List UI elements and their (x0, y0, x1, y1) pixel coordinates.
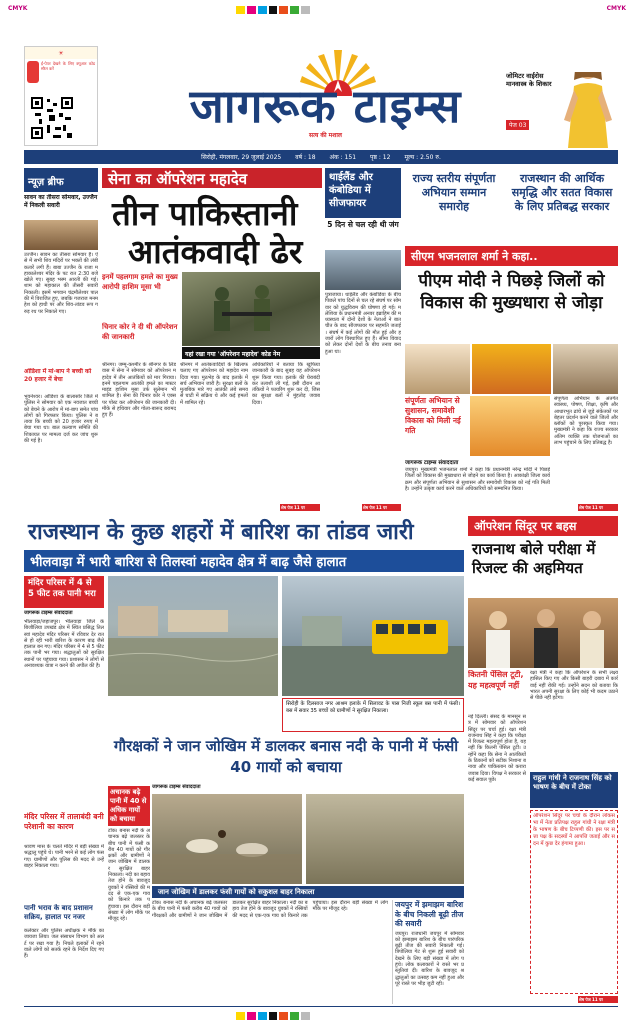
cm-photo-3 (553, 344, 618, 394)
promo-person-icon (560, 72, 616, 148)
sena-sub1: इनमें पहलगाम हमले का मुख्य आरोपी हाशिम मूसा भी (102, 273, 178, 291)
issue-pages: पृष्ठ : 12 (370, 154, 391, 161)
sena-headline2: आतंकवादी ढेर (128, 232, 303, 268)
cmyk-mark-left: CMYK (8, 5, 28, 12)
cm-body2: संपूर्णता अभियान के अंतर्गत स्वास्थ्य, पोषण, शिक्षा, कृषि और आधारभूत ढांचे से जुड़े संकेतकों पर बेहतर प्रदर्शन करने वाले जिलों और ब्लॉकों को पुरस्कृत किया गया। मुख्यमंत्री ने कहा कि राज्य सरकार अंतिम व्यक्ति तक योजनाओं का लाभ पहुंचाने के लिए प्रतिबद्ध है। (554, 396, 618, 447)
cm-body: जयपुर। मुख्यमंत्री भजनलाल शर्मा ने कहा कि प्रधानमंत्री नरेन्द्र मोदी ने पिछड़े जिलों को विकास की मुख्यधारा से जोड़ने का कार्य किया है। आकांक्षी जिला कार्यक्रम और संपूर्णता अभियान से सुशासन और समावेशी विकास को नई गति मिली है। उन्होंने उत्कृष्ट कार्य करने वाले अधिकारियों को सम्मानित किया। (405, 467, 550, 492)
mini-logo: ☀ (25, 47, 97, 59)
registration-bar-top (236, 6, 310, 14)
rain-sub3: पानी भराव के बाद प्रशासन सक्रिय, हालात पर नजर (24, 904, 93, 921)
sena-body2: श्रीनगर में आतंकवादियों के खिलाफ चलाए गए ऑपरेशन को महादेव नाम दिया गया। मुठभेड़ के बाद इलाके में सर्च अभियान जारी है। सुरक्षा बलों के मुताबिक मारे गए आतंकी लंबे समय से घाटी में सक्रिय थे और कई हमलों में शामिल रहे। (180, 362, 248, 406)
rain-photo-caption: सिरोही के दिलसाज नगर आश्रम इलाके में सिलावट के पास निजी स्कूल बस पानी में फंसी। बस में सवार 35 बच्चों को ग्रामीणों ने सुरक्षित निकाला। (282, 698, 464, 732)
thai-cont[interactable]: शेष पेज 11 पर (362, 504, 401, 511)
rain-sub: भीलवाड़ा में भारी बारिश से तिलस्वां महादेव क्षेत्र में बाढ़ जैसे हालात (24, 550, 464, 572)
sindoor-body2: रक्षा मंत्री ने कहा कि ऑपरेशन के सभी लक्ष्य हासिल किए गए और किसी बाहरी दबाव में कार्रवाई नहीं रोकी गई। उन्होंने सदन को बताया कि भारत अपनी सुरक्षा के लिए कोई भी कदम उठाने से पीछे नहीं हटेगा। (530, 670, 618, 702)
sena-photo (182, 272, 320, 346)
issue-varsh: वर्ष : 18 (295, 154, 316, 161)
cm-photo-1 (405, 344, 470, 394)
rain-body3: कलेक्टर और पुलिस अधीक्षक ने मौके का जायजा लिया। जल संसाधन विभाग को अलर्ट पर रखा गया है। निचले इलाकों में रहने वाले लोगों को सतर्क रहने के निर्देश दिए गए हैं। (24, 928, 104, 960)
jaipur-body: जयपुर। राजधानी जयपुर में सोमवार को झमाझम बारिश के बीच पारंपरिक बूढ़ी तीज की सवारी निकाली गई। त्रिपोलिया गेट से शुरू हुई सवारी को देखने के लिए बड़ी संख्या में लोग पहुंचे। लोक कलाकारों ने रास्ते भर प्रस्तुतियां दीं। बारिश के बावजूद श्रद्धालुओं का उत्साह कम नहीं हुआ और पूरे रास्ते पर भीड़ जुटी रही। (395, 930, 464, 987)
sindoor-banner: ऑपरेशन सिंदूर पर बहस (468, 516, 618, 536)
sena-kicker: सेना का ऑपरेशन महादेव (102, 168, 322, 188)
gau-photo-second (306, 794, 464, 884)
jaipur-box (392, 900, 464, 1004)
sena-headline1: तीन पाकिस्तानी (112, 194, 298, 226)
promo-title: जोमिटर वाईरोस मानवास्त्र के शिकार (506, 72, 552, 88)
sena-sub2: चिनार कोर ने दी थी ऑपरेशन की जानकारी (102, 323, 178, 341)
school-bus-photo-icon (282, 576, 464, 696)
brief-item2-body: भुवनेश्वर। ओडिशा के बालासोर जिले में पुलिस ने सोमवार को एक नवजात बच्ची को बेचने के आरोप में मां-बाप समेत पांच लोगों को गिरफ्तार किया। पुलिस ने बताया कि बच्ची को 20 हजार रुपए में बेचा गया था। बाल कल्याण समिति की शिकायत पर मामला दर्ज कर जांच शुरू की गई है। (24, 394, 98, 445)
youtube-icon (27, 61, 39, 83)
issue-ank: अंक : 151 (329, 154, 357, 161)
thai-body: पुत्राजाया। थाईलैंड और कंबोडिया के बीच पिछले पांच दिनों से चल रहे संघर्ष पर सोमवार को युद्धविराम की घोषणा हो गई। मलेशिया के प्रधानमंत्री अनवर इब्राहिम की मध्यस्थता में दोनों देशों के नेताओं ने बातचीत के बाद सीजफायर पर सहमति जताई। संघर्ष में कई लोगों की मौत हुई और हजारों लोग विस्थापित हुए हैं। सीमा विवाद को लेकर दोनों देशों के बीच तनाव बना हुआ था। (325, 292, 401, 355)
cm-photo-stage (470, 396, 550, 456)
sena-cont[interactable]: शेष पेज 11 पर (280, 504, 320, 511)
gau-side-body: टोंक। बनास नदी के अचानक बढ़े जलस्तर के बीच पानी में फंसी करीब 40 गायों को गौरक्षकों और ग्रामीणों ने जान जोखिम में डालकर सुरक्षित बाहर निकाला। नदी का बहाव तेज होने के बावजूद युवकों ने रस्सियों की मदद से एक-एक गाय को किनारे तक पहुंचाया। इस दौरान बड़ी संख्या में लोग मौके पर मौजूद रहे। (108, 828, 150, 923)
masthead-title: जागरूक टाइम्स (189, 80, 462, 130)
cm-byline: जागरूक टाइम्स संवाददाता (405, 460, 459, 466)
registration-bar-bottom (236, 1012, 310, 1020)
sindoor-side-box (530, 810, 618, 994)
cm-cont[interactable]: शेष पेज 11 पर (578, 504, 618, 511)
rain-body2: श्रावण मास के चलते मंदिर में बड़ी संख्या में श्रद्धालु पहुंचे थे। पानी भरने से कई लोग फंस गए। ग्रामीणों और पुलिस की मदद से उन्हें बाहर निकाला गया। (24, 844, 104, 869)
cm-head2: राजस्थान की आर्थिक समृद्धि और सतत विकास के लिए प्रतिबद्ध सरकार (511, 172, 613, 213)
cm-banner: सीएम भजनलाल शर्मा ने कहा.. (405, 246, 618, 266)
bottom-rule (24, 1006, 618, 1007)
cm-photos (405, 344, 618, 394)
cm-sub: संपूर्णता अभियान से सुशासन, समावेशी विकास को मिली नई गति (405, 396, 461, 435)
rain-box-head: मंदिर परिसर में 4 से 5 फीट तक पानी भरा (24, 576, 104, 608)
sena-body3: अधिकारियों ने बताया कि खुफिया जानकारी के बाद सुबह यह ऑपरेशन शुरू किया गया। इलाके की घेराबंदी कर तलाशी ली गई, इसी दौरान आतंकियों ने फायरिंग शुरू कर दी, जिसका सुरक्षा बलों ने मुंहतोड़ जवाब दिया। (252, 362, 320, 406)
cm-headline: पीएम मोदी ने पिछड़े जिलों को विकास की मुख्यधारा से जोड़ा (418, 271, 605, 313)
sindoor-cont[interactable]: शेष पेज 11 पर (578, 996, 618, 1003)
gau-photo-main (152, 794, 302, 884)
rain-box-body: भीलवाड़ा/जहाजपुर। भीलवाड़ा जिले के बिजौलिया उपखंड क्षेत्र में स्थित प्रसिद्ध तिलस्वां महादेव मंदिर परिसर में रविवार देर रात से हो रही भारी बारिश के कारण बाढ़ जैसे हालात बन गए। मंदिर परिसर में 4 से 5 फीट तक पानी भर गया। श्रद्धालुओं को सुरक्षित स्थानों पर पहुंचाया गया। प्रशासन ने लोगों से अनावश्यक यात्रा न करने की अपील की है। (24, 619, 104, 670)
masthead-title-wrap (148, 80, 503, 130)
parliament-leaders-photo-icon (468, 598, 618, 668)
sindoor-photo (468, 598, 618, 668)
cm-head1: राज्य स्तरीय संपूर्णता अभियान सम्मान समारोह (412, 172, 496, 213)
promo-box[interactable] (506, 72, 616, 148)
gau-side-head: अचानक बढ़े पानी में 40 से अधिक गायों को बचाया (108, 786, 150, 826)
brief-item2-head: ओडिशा में मां-बाप ने बच्ची को 20 हजार में बेचा (24, 368, 92, 383)
thai-headline: थाईलैंड और कंबोडिया में सीजफायर (325, 168, 401, 218)
thai-sub: 5 दिन से चल रही थी जंग (327, 220, 399, 229)
sena-caption: यहां रखा गया 'ऑपरेशन महादेव' कोड नेम (182, 347, 320, 359)
promo-page: पेज 03 (506, 120, 529, 130)
sindoor-q-head: कितनी पेंसिल टूटी, यह महत्वपूर्ण नहीं (468, 670, 524, 690)
gau-caption: जान जोखिम में डालकर फंसी गायों को सकुशल बाहर निकाला (152, 886, 464, 898)
gau-headline: गौरक्षकों ने जान जोखिम में डालकर बनास नदी के पानी में फंसी 40 गायों को बचाया (113, 737, 459, 776)
rain-photo-flood (108, 576, 278, 696)
cm-photo-2 (472, 344, 550, 394)
qr-promo-box (24, 46, 98, 146)
sindoor-body: नई दिल्ली। संसद के मानसून सत्र में सोमवार को ऑपरेशन सिंदूर पर चर्चा हुई। रक्षा मंत्री राजनाथ सिंह ने कहा कि परीक्षा में रिजल्ट महत्वपूर्ण होता है, यह नहीं कि कितनी पेंसिल टूटीं। उन्होंने कहा कि सेना ने आतंकियों के ठिकानों को सटीक निशाना बनाया और पाकिस्तान को करारा जवाब दिया। विपक्ष ने सरकार से कई सवाल पूछे। (468, 714, 526, 783)
qr-code-icon[interactable] (29, 95, 75, 141)
cmyk-mark-right: CMYK (606, 5, 626, 12)
flood-temple-photo-icon (108, 576, 278, 696)
thai-photo (325, 250, 401, 290)
jaipur-head: जयपुर में झमाझम बारिश के बीच निकली बूढ़ी तीज की सवारी (395, 900, 464, 928)
rain-box-byline: जागरूक टाइम्स संवाददाता (24, 610, 73, 616)
qr-caption: ई-पेपर देखने के लिए क्यूआर कोड स्कैन करें (41, 61, 95, 71)
cows-river-photo-icon (152, 794, 302, 884)
gau-byline: जागरूक टाइम्स संवाददाता (152, 784, 201, 790)
issue-price: मूल्य : 2.50 रु. (404, 154, 441, 161)
date-strip (24, 150, 618, 164)
rain-photo-bus (282, 576, 464, 696)
brief-item1-head: सावन का तीसरा सोमवार, उज्जैन में निकली सवारी (24, 194, 98, 209)
rain-headline: राजस्थान के कुछ शहरों में बारिश का तांडव जारी (28, 520, 414, 545)
gau-body: टोंक। बनास नदी के अचानक बढ़े जलस्तर के बीच पानी में फंसी करीब 40 गायों को गौरक्षकों और ग्रामीणों ने जान जोखिम में डालकर सुरक्षित बाहर निकाला। नदी का बहाव तेज होने के बावजूद युवकों ने रस्सियों की मदद से एक-एक गाय को किनारे तक पहुंचाया। इस दौरान बड़ी संख्या में लोग मौके पर मौजूद रहे। (152, 900, 388, 919)
sena-body1: श्रीनगर। जम्मू-कश्मीर के श्रीनगर के लिडवास में सेना ने सोमवार को ऑपरेशन महादेव में तीन आतंकियों को मार गिराया। इनमें पहलगाम आतंकी हमले का मास्टरमाइंड हाशिम मूसा उर्फ सुलेमान भी शामिल है। सेना की चिनार कोर ने एक्स पर पोस्ट कर ऑपरेशन की जानकारी दी। मौके से हथियार और गोला-बारूद बरामद हुए हैं। (102, 362, 176, 419)
sindoor-headline: राजनाथ बोले परीक्षा में रिजल्ट की अहमियत (472, 540, 596, 577)
jaipur-headline-inline (108, 704, 278, 734)
brief-item1-body: उज्जैन। सावन का तीसरा सोमवार है। ऐसे में सभी शिव मंदिरों पर भक्तों की लंबी कतारें लगी हैं। बाबा उज्जैन के राजा महाकालेश्वर मंदिर के पट रात 2:30 बजे खोले गए। सुबह भस्म आरती की गई। शाम को महाकाल की तीसरी सवारी निकाली। इसमें भगवान चंद्रमौलेश्वर पालकी में विराजित हुए, जबकि गजराज मनमहेश को हाथी पर और शिव-तांडव रूप गरुड़ रथ पर निकाले गए। (24, 252, 98, 315)
sindoor-side-head: राहुल गांधी ने राजनाथ सिंह को भाषण के बीच में टोका (530, 772, 618, 808)
soldiers-photo-icon (182, 272, 320, 346)
masthead-tagline: सत्य की मशाल (309, 132, 342, 139)
sindoor-side-body: ऑपरेशन सिंदूर पर चर्चा के दौरान लोकसभा में नेता प्रतिपक्ष राहुल गांधी ने रक्षा मंत्री के भाषण के बीच टिप्पणी की। इस पर सत्ता पक्ष के सदस्यों ने आपत्ति जताई और सदन में कुछ देर हंगामा हुआ। (533, 813, 615, 847)
brief-title: न्यूज़ ब्रीफ (24, 168, 98, 192)
rain-sub2: मंदिर परिसर में तालाबंदी बनी परेशानी का कारण (24, 812, 104, 831)
brief-photo (24, 220, 98, 250)
issue-date: सिरोही, मंगलवार, 29 जुलाई 2025 (201, 154, 282, 161)
